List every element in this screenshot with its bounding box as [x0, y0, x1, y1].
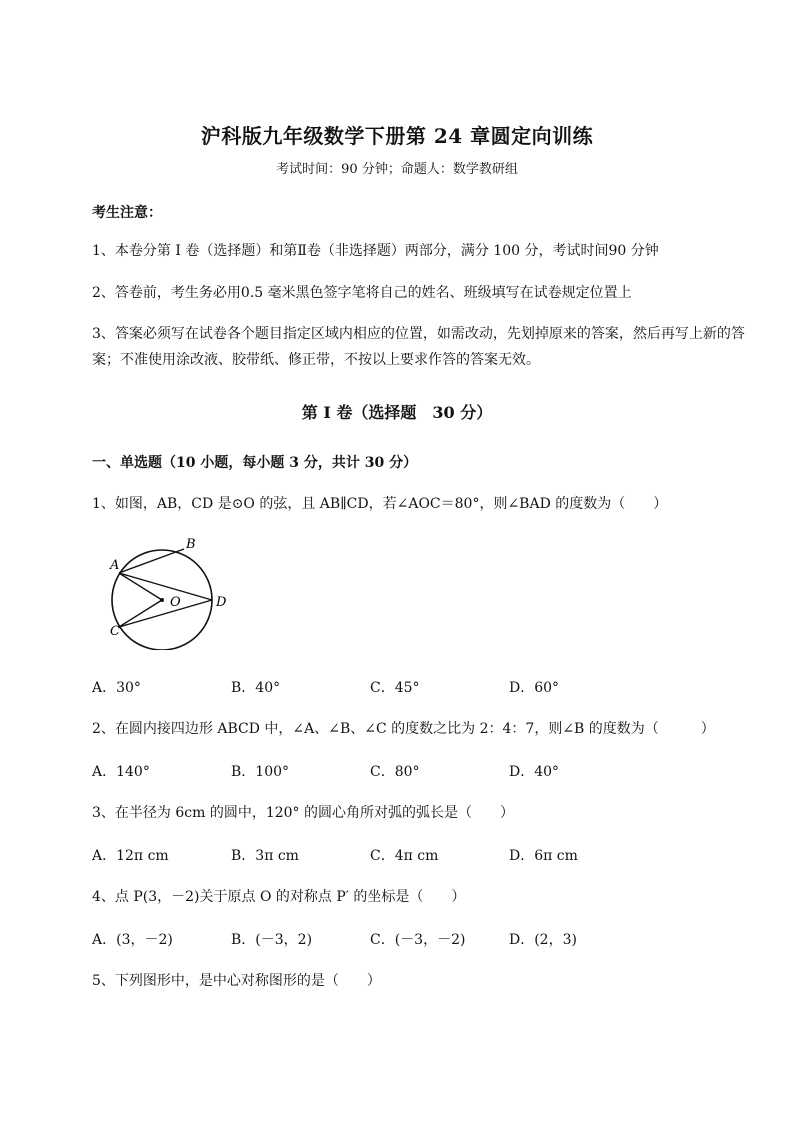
chord-cd	[119, 600, 212, 627]
label-c: C	[110, 624, 120, 639]
q3-option-c[interactable]: C．4π cm	[370, 848, 439, 864]
center-point	[160, 598, 164, 602]
notice-heading: 考生注意：	[92, 205, 162, 221]
exam-info: 考试时间：90 分钟；命题人：数学教研组	[276, 162, 518, 177]
q4-option-b[interactable]: B．(－3，2)	[231, 932, 313, 948]
notice-item-1: 1、本卷分第 I 卷（选择题）和第Ⅱ卷（非选择题）两部分，满分 100 分，考试时间90 分钟	[92, 243, 659, 259]
q4-option-c[interactable]: C．(－3，－2)	[370, 932, 466, 948]
label-a: A	[110, 558, 120, 573]
question-1-text: 1、如图，AB，CD 是⊙O 的弦，且 AB∥CD，若∠AOC＝80°，则∠BAD 的度数为（ ）	[92, 496, 668, 512]
q3-option-d[interactable]: D．6π cm	[509, 848, 578, 864]
label-b: B	[186, 537, 196, 552]
chord-ad	[119, 573, 212, 600]
q3-option-b[interactable]: B．3π cm	[231, 848, 299, 864]
chord-ab	[119, 549, 184, 573]
q2-option-a[interactable]: A．140°	[92, 764, 150, 780]
label-o: O	[170, 595, 181, 610]
q1-option-c[interactable]: C．45°	[370, 680, 420, 696]
label-d: D	[216, 595, 227, 610]
question-3-text: 3、在半径为 6cm 的圆中，120° 的圆心角所对弧的弧长是（ ）	[92, 805, 515, 821]
q3-option-a[interactable]: A．12π cm	[92, 848, 169, 864]
radius-oa	[119, 573, 162, 600]
question-5-text: 5、下列图形中，是中心对称图形的是（ ）	[92, 973, 381, 989]
q4-option-a[interactable]: A．(3，－2)	[92, 932, 173, 948]
q1-option-a[interactable]: A．30°	[92, 680, 141, 696]
q1-option-d[interactable]: D．60°	[509, 680, 560, 696]
q2-option-b[interactable]: B．100°	[231, 764, 290, 780]
q4-option-d[interactable]: D．(2，3)	[509, 932, 577, 948]
page-title: 沪科版九年级数学下册第 24 章圆定向训练	[200, 124, 594, 148]
radius-oc	[119, 600, 162, 627]
notice-item-2: 2、答卷前，考生务必用0.5 毫米黑色签字笔将自己的姓名、班级填写在试卷规定位置上	[92, 285, 632, 301]
question-2-text: 2、在圆内接四边形 ABCD 中，∠A、∠B、∠C 的度数之比为 2：4：7，则∠B 的度数为（ ）	[92, 721, 715, 737]
q1-option-b[interactable]: B．40°	[231, 680, 281, 696]
question-4-text: 4、点 P(3，－2)关于原点 O 的对称点 P′ 的坐标是（ ）	[92, 889, 466, 905]
part-heading: 一、单选题（10 小题，每小题 3 分，共计 30 分）	[92, 455, 418, 471]
section-title: 第 I 卷（选择题 30 分）	[301, 403, 493, 422]
circle-figure	[106, 535, 246, 650]
q2-option-c[interactable]: C．80°	[370, 764, 420, 780]
q2-option-d[interactable]: D．40°	[509, 764, 560, 780]
notice-item-3: 3、答案必须写在试卷各个题目指定区域内相应的位置，如需改动，先划掉原来的答案，然后再写上新的答案；不准使用涂改液、胶带纸、修正带，不按以上要求作答的答案无效。	[92, 326, 745, 368]
